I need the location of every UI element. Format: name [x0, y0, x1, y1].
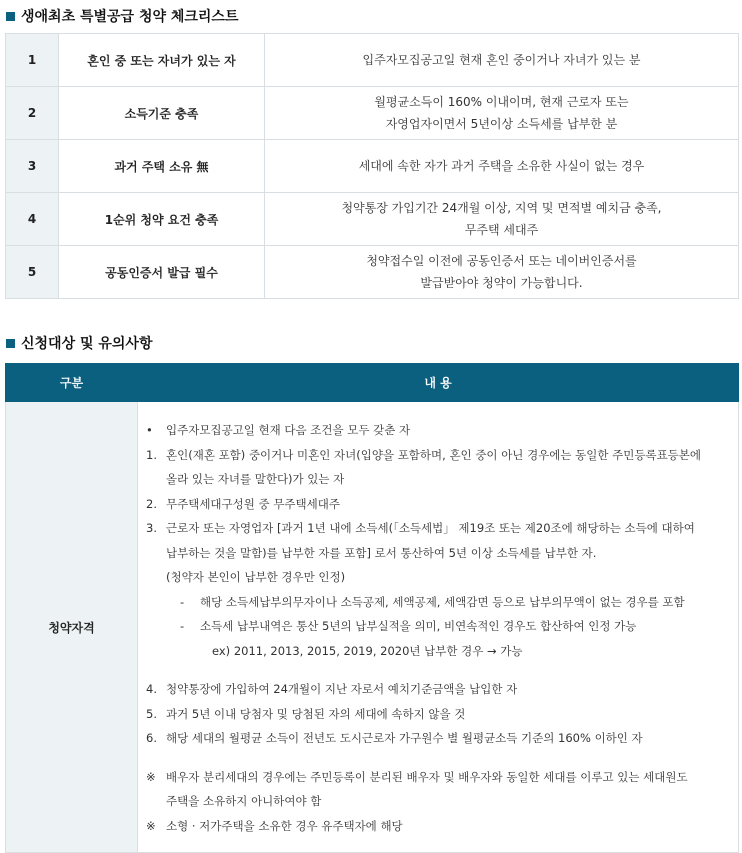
row-item: 과거 주택 소유 無 — [59, 140, 265, 193]
note-item — [146, 765, 738, 790]
section-title-checklist — [6, 6, 238, 26]
sub-item-text: 해당 소득세납부의무자이나 소득공제, 세액공제, 세액감면 등으로 납부의무액이 없는 경우를 포함 — [200, 594, 685, 609]
row-description — [265, 140, 739, 193]
dash-marker: - — [180, 594, 185, 609]
table-row — [6, 193, 739, 246]
note-marker: ※ — [146, 769, 156, 784]
note-marker: ※ — [146, 818, 156, 833]
item-text: 납부하는 것을 말함)를 납부한 자를 포함] 로서 통산하여 5년 이상 소득세를 납부한 자. — [166, 545, 597, 560]
item-number: 1. — [146, 447, 157, 462]
note-text: 소형 · 저가주택을 소유한 경우 유주택자에 해당 — [166, 818, 403, 833]
item-text: 청약통장에 가입하여 24개월이 지난 자로서 예치기준금액을 납입한 자 — [166, 682, 518, 697]
row-item: 소득기준 충족 — [59, 87, 265, 140]
table-header-row — [6, 364, 739, 402]
list-item-continuation — [146, 565, 738, 590]
bullet-marker: • — [146, 423, 153, 438]
category-label: 청약자격 — [6, 402, 138, 853]
eligibility-table — [5, 363, 739, 853]
item-number: 5. — [146, 706, 157, 721]
description-line: 입주자모집공고일 현재 혼인 중이거나 자녀가 있는 분 — [362, 53, 641, 67]
item-text: 올라 있는 자녀를 말한다)가 있는 자 — [166, 472, 345, 487]
row-number: 4 — [6, 193, 59, 246]
description-line: 월평균소득이 160% 이내이며, 현재 근로자 또는 — [374, 95, 629, 109]
sub-item — [146, 614, 738, 639]
row-description — [265, 87, 739, 140]
description-line: 청약통장 가입기간 24개월 이상, 지역 및 면적별 예치금 충족, — [341, 201, 662, 215]
section-square-icon — [6, 12, 15, 21]
example-line — [146, 639, 738, 664]
item-number: 2. — [146, 496, 157, 511]
list-item — [146, 702, 738, 727]
item-number: 3. — [146, 521, 157, 536]
section-title-text: 생애최초 특별공급 청약 체크리스트 — [21, 9, 239, 25]
row-description — [265, 246, 739, 299]
item-number: 6. — [146, 731, 157, 746]
table-row — [6, 87, 739, 140]
list-item-continuation — [146, 541, 738, 566]
row-item: 혼인 중 또는 자녀가 있는 자 — [59, 34, 265, 87]
description-line: 자영업자이면서 5년이상 소득세를 납부한 분 — [385, 117, 618, 131]
spacer — [146, 751, 738, 765]
table-row — [6, 34, 739, 87]
description-line: 무주택 세대주 — [464, 223, 539, 237]
section-square-icon — [6, 339, 15, 348]
section-title-text: 신청대상 및 유의사항 — [21, 336, 153, 352]
note-text: 배우자 분리세대의 경우에는 주민등록이 분리된 배우자 및 배우자와 동일한 세대를 이루고 있는 세대원도 — [166, 769, 688, 784]
spacer — [146, 663, 738, 677]
header-category: 구분 — [6, 364, 138, 402]
example-text: ex) 2011, 2013, 2015, 2019, 2020년 납부한 경우 → 가능 — [212, 643, 523, 658]
row-number: 3 — [6, 140, 59, 193]
row-number: 5 — [6, 246, 59, 299]
table-row — [6, 246, 739, 299]
item-text: 해당 세대의 월평균 소득이 전년도 도시근로자 가구원수 별 월평균소득 기준의 160% 이하인 자 — [166, 731, 643, 746]
list-item-continuation — [146, 467, 738, 492]
intro-line — [146, 418, 738, 443]
description-line: 청약접수일 이전에 공동인증서 또는 네이버인증서를 — [366, 254, 637, 268]
note-continuation — [146, 789, 738, 814]
row-description — [265, 34, 739, 87]
row-item: 1순위 청약 요건 충족 — [59, 193, 265, 246]
dash-marker: - — [180, 619, 185, 634]
note-item — [146, 814, 738, 839]
description-line: 발급받아야 청약이 가능합니다. — [420, 276, 583, 290]
note-text: 주택을 소유하지 아니하여야 함 — [166, 794, 322, 809]
list-item — [146, 677, 738, 702]
item-number: 4. — [146, 682, 157, 697]
eligibility-content — [138, 402, 739, 853]
row-item: 공동인증서 발급 필수 — [59, 246, 265, 299]
section-title-eligibility — [6, 333, 152, 353]
item-text: 과거 5년 이내 당첨자 및 당첨된 자의 세대에 속하지 않을 것 — [166, 706, 466, 721]
item-text: 근로자 또는 자영업자 [과거 1년 내에 소득세(「소득세법」 제19조 또는 제20조에 해당하는 소득에 대하여 — [166, 521, 695, 536]
intro-text: 입주자모집공고일 현재 다음 조건을 모두 갖춘 자 — [166, 423, 411, 438]
row-number: 1 — [6, 34, 59, 87]
checklist-table — [5, 33, 739, 299]
row-number: 2 — [6, 87, 59, 140]
table-row — [6, 402, 739, 853]
sub-item — [146, 590, 738, 615]
item-text: 혼인(재혼 포함) 중이거나 미혼인 자녀(입양을 포함하며, 혼인 중이 아닌 경우에는 동일한 주민등록표등본에 — [166, 447, 702, 462]
list-item — [146, 726, 738, 751]
sub-item-text: 소득세 납부내역은 통산 5년의 납부실적을 의미, 비연속적인 경우도 합산하여 인정 가능 — [200, 619, 637, 634]
description-line: 세대에 속한 자가 과거 주택을 소유한 사실이 없는 경우 — [358, 159, 645, 173]
row-description — [265, 193, 739, 246]
list-item — [146, 443, 738, 468]
list-item — [146, 492, 738, 517]
table-row — [6, 140, 739, 193]
item-text: 무주택세대구성원 중 무주택세대주 — [166, 496, 340, 511]
item-text: (청약자 본인이 납부한 경우만 인정) — [166, 570, 346, 585]
header-content: 내 용 — [138, 364, 739, 402]
list-item — [146, 516, 738, 541]
